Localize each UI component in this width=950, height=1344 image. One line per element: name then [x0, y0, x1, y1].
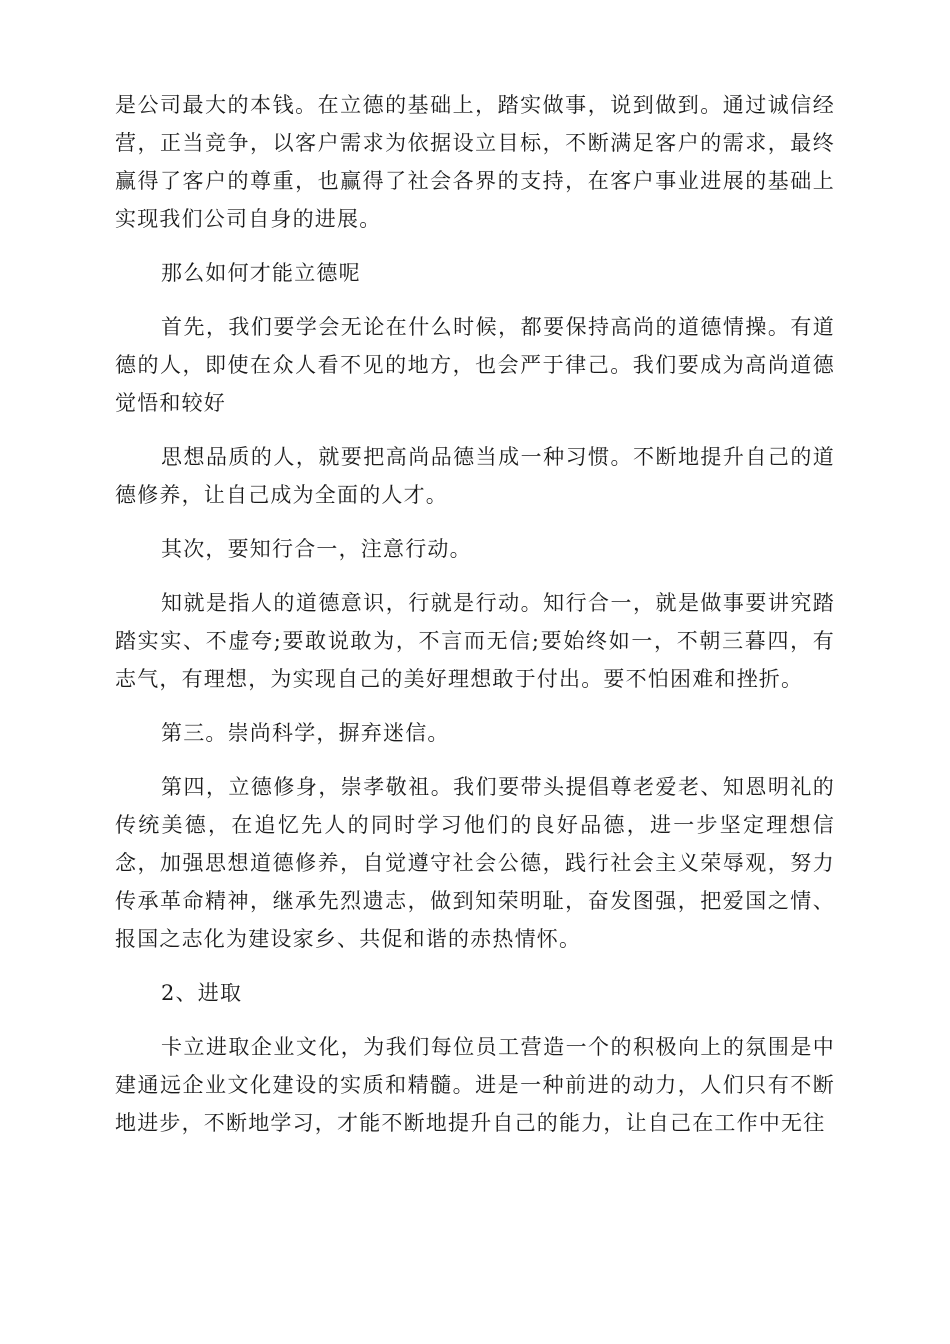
- paragraph: 第三。崇尚科学，摒弃迷信。: [161, 721, 450, 745]
- paragraph: 那么如何才能立德呢: [161, 261, 361, 285]
- paragraph: 知就是指人的道德意识，行就是行动。知行合一，就是做事要讲究踏踏实实、不虚夸;要敢说敢为，不言而无信;要始终如一，不朝三暮四，有志气，有理想，为实现自己的美好理想敢于付出。要不怕困难和挫折。: [115, 591, 835, 691]
- paragraph: 其次，要知行合一，注意行动。: [161, 537, 472, 561]
- document-body: [115, 86, 835, 1158]
- paragraph: 是公司最大的本钱。在立德的基础上，踏实做事，说到做到。通过诚信经营，正当竞争，以客户需求为依据设立目标，不断满足客户的需求，最终赢得了客户的尊重，也赢得了社会各界的支持，在客户事业进展的基础上实现我们公司自身的进展。: [115, 93, 835, 231]
- paragraph: 第四，立德修身，崇孝敬祖。我们要带头提倡尊老爱老、知恩明礼的传统美德，在追忆先人的同时学习他们的良好品德，进一步坚定理想信念，加强思想道德修养，自觉遵守社会公德，践行社会主义荣辱观，努力传承革命精神，继承先烈遗志，做到知荣明耻，奋发图强，把爱国之情、报国之志化为建设家乡、共促和谐的赤热情怀。: [115, 775, 835, 951]
- paragraph: 首先，我们要学会无论在什么时候，都要保持高尚的道德情操。有道德的人，即使在众人看不见的地方，也会严于律己。我们要成为高尚道德觉悟和较好: [115, 315, 835, 415]
- paragraph: 思想品质的人，就要把高尚品德当成一种习惯。不断地提升自己的道德修养，让自己成为全面的人才。: [115, 445, 835, 507]
- paragraph: 卡立进取企业文化，为我们每位员工营造一个的积极向上的氛围是中建通远企业文化建设的实质和精髓。进是一种前进的动力，人们只有不断地进步，不断地学习，才能不断地提升自己的能力，让自己在工作中无往: [115, 1035, 835, 1135]
- section-heading: 2、进取: [161, 981, 243, 1005]
